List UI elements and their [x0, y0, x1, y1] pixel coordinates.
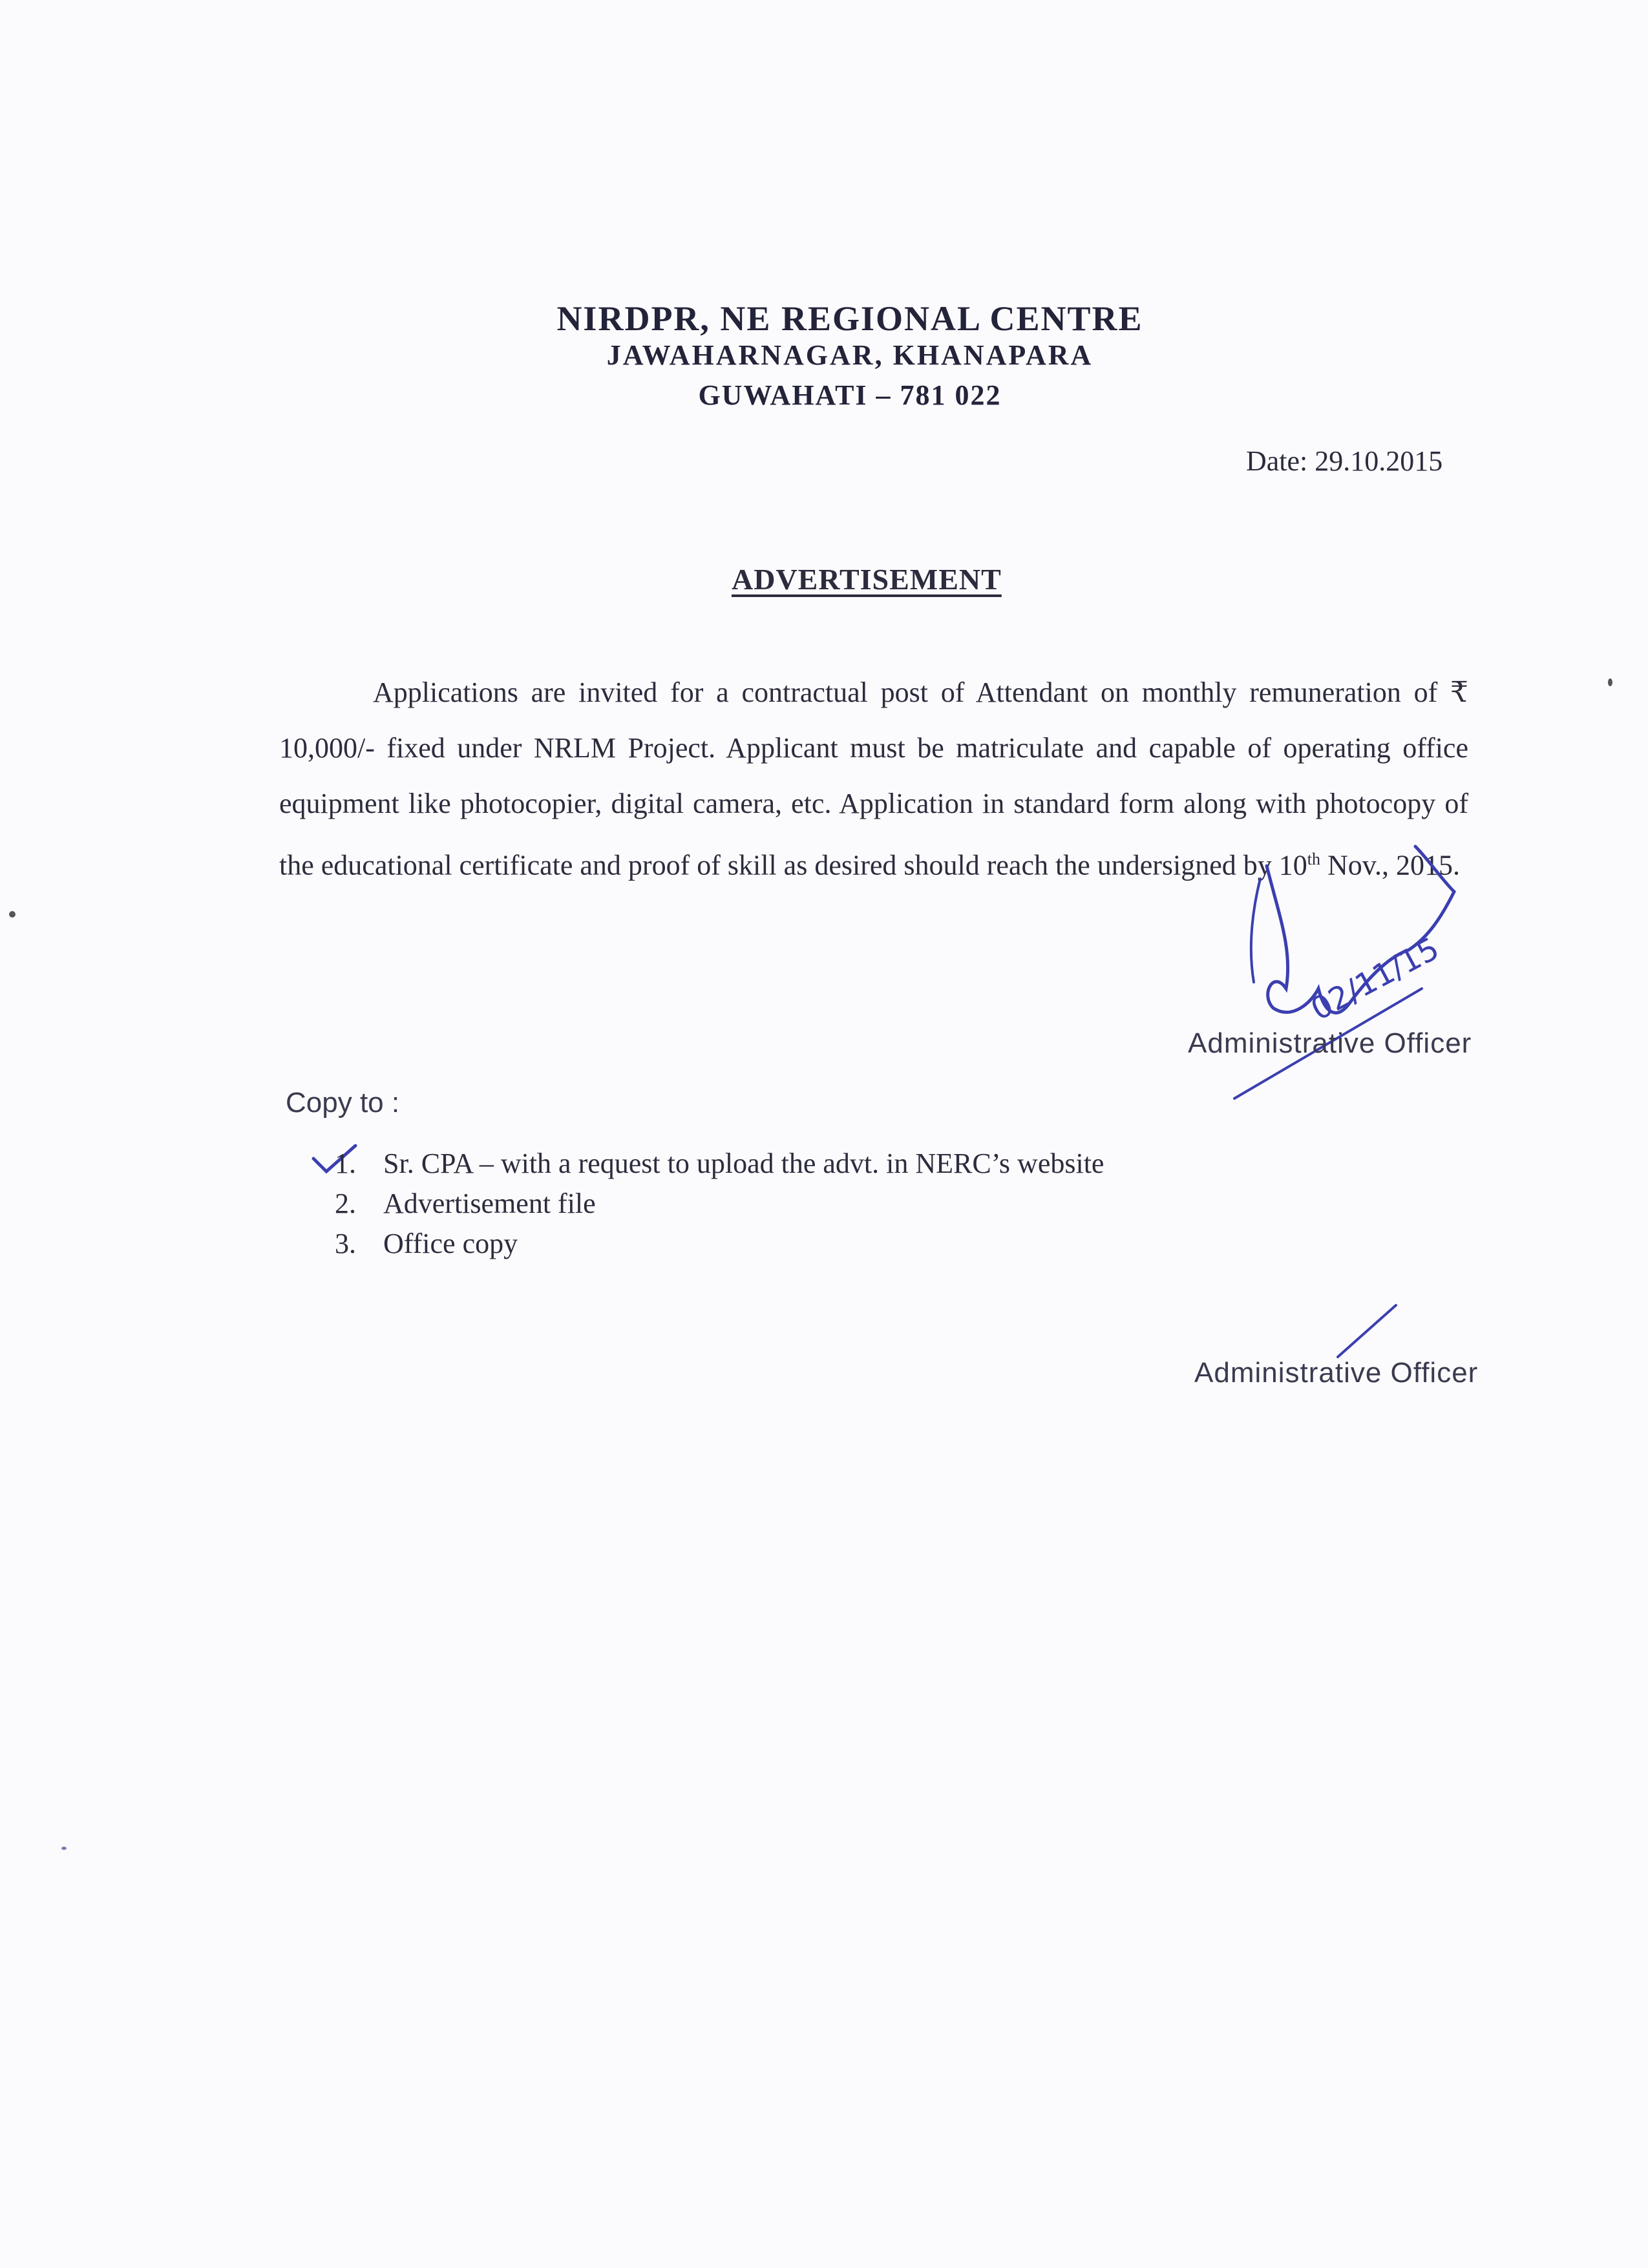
body-text-main: Applications are invited for a contractual post of Attendant on monthly remuneration of ₹ 10,000/- fixed under NRLM Project. Applicant must be matriculate and capable of operating office equipment like photocopier, digital camera, etc. Application in standard form along with photocopy of the educational certificate and proof of skill as desired should reach the undersigned by 10: [279, 677, 1468, 881]
address-line-1: JAWAHARNAGAR, KHANAPARA: [606, 339, 1093, 371]
list-item-number: 2.: [335, 1188, 356, 1219]
copy-to-list: [335, 1144, 1104, 1264]
list-item-text: Sr. CPA – with a request to upload the advt. in NERC’s website: [383, 1148, 1104, 1179]
list-item-number: 3.: [335, 1228, 356, 1259]
org-name: NIRDPR, NE REGIONAL CENTRE: [556, 299, 1143, 338]
list-item: [335, 1224, 1104, 1264]
handwritten-signature: [1221, 840, 1480, 1111]
footer-signatory-title: Administrative Officer: [1194, 1357, 1479, 1389]
paper-speck: [9, 911, 16, 918]
list-item-number: 1.: [335, 1148, 356, 1179]
signature-date: 02/11/15: [1305, 930, 1445, 1028]
paper-speck: [61, 1847, 67, 1850]
signatory-title: Administrative Officer: [1188, 1027, 1472, 1059]
address-line-2: GUWAHATI – 781 022: [698, 379, 1002, 411]
copy-to-heading: Copy to :: [286, 1087, 400, 1118]
list-item: [335, 1144, 1104, 1184]
list-item-text: Office copy: [383, 1228, 518, 1259]
pen-stroke-mark: [1331, 1299, 1409, 1363]
body-text-end: Nov., 2015.: [1320, 849, 1460, 881]
document-title: ADVERTISEMENT: [732, 563, 1002, 596]
list-item: [335, 1184, 1104, 1224]
paper-speck: [1608, 678, 1612, 686]
document-date: Date: 29.10.2015: [1246, 445, 1443, 477]
list-item-text: Advertisement file: [383, 1188, 596, 1219]
body-text-sup: th: [1307, 850, 1321, 868]
